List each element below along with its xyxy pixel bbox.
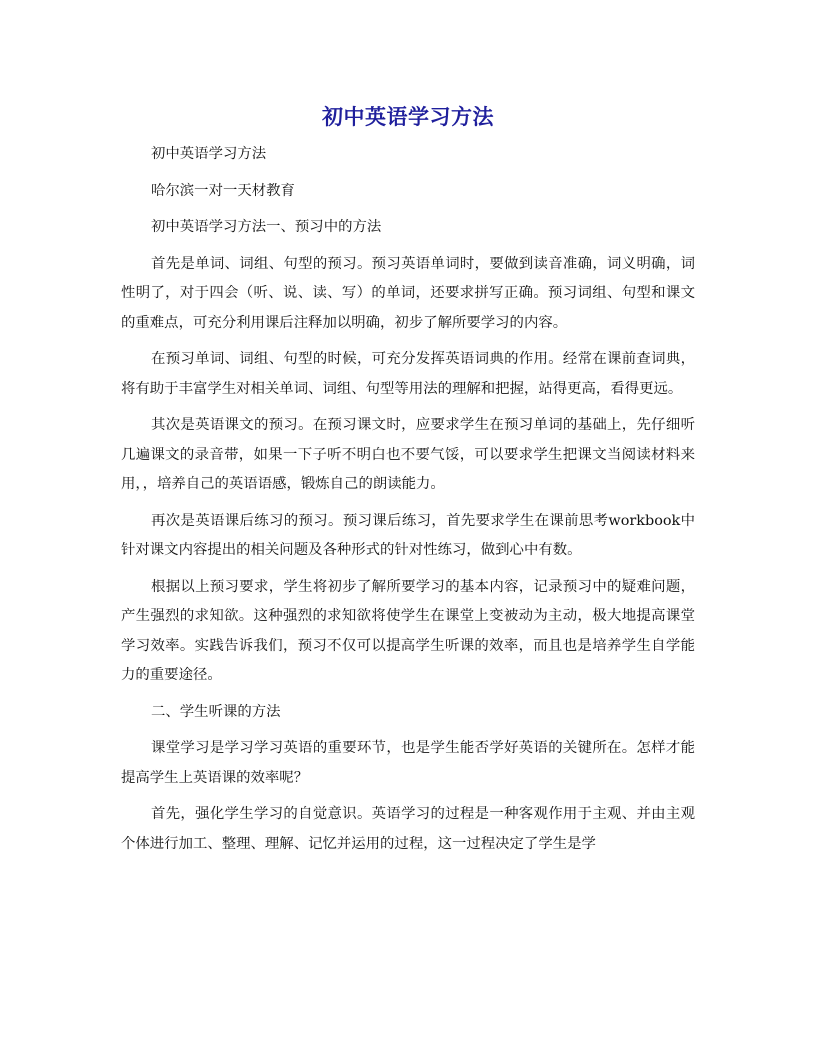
paragraph: 首先，强化学生学习的自觉意识。英语学习的过程是一种客观作用于主观、并由主观个体进行加工、整理、理解、记忆并运用的过程，这一过程决定了学生是学 bbox=[121, 806, 695, 852]
paragraph: 再次是英语课后练习的预习。预习课后练习，首先要求学生在课前思考workbook中针对课文内容提出的相关问题及各种形式的针对性练习，做到心中有数。 bbox=[121, 512, 695, 558]
document-body bbox=[121, 140, 695, 859]
section-heading: 初中英语学习方法一、预习中的方法 bbox=[151, 219, 382, 235]
paragraph: 其次是英语课文的预习。在预习课文时，应要求学生在预习单词的基础上，先仔细听几遍课文的录音带，如果一下子听不明白也不要气馁，可以要求学生把课文当阅读材料来用，，培养自己的英语语感，锻炼自己的朗读能力。 bbox=[121, 417, 695, 492]
section-heading: 二、学生听课的方法 bbox=[151, 703, 281, 720]
paragraph: 首先是单词、词组、句型的预习。预习英语单词时，要做到读音准确，词义明确，词性明了，对于四会（听、说、读、写）的单词，还要求拼写正确。预习词组、句型和课文的重难点，可充分利用课后注释加以明确，初步了解所要学习的内容。 bbox=[121, 255, 695, 331]
paragraph: 初中英语学习方法 bbox=[151, 146, 267, 162]
paragraph: 在预习单词、词组、句型的时候，可充分发挥英语词典的作用。经常在课前查词典，将有助于丰富学生对相关单词、词组、句型等用法的理解和把握，站得更高，看得更远。 bbox=[121, 351, 695, 397]
paragraph: 根据以上预习要求，学生将初步了解所要学习的基本内容，记录预习中的疑难问题，产生强烈的求知欲。这种强烈的求知欲将使学生在课堂上变被动为主动，极大地提高课堂学习效率。实践告诉我们，预习不仅可以提高学生听课的效率，而且也是培养学生自学能力的重要途径。 bbox=[121, 578, 695, 683]
paragraph: 哈尔滨一对一天材教育 bbox=[151, 182, 295, 199]
document-title: 初中英语学习方法 bbox=[322, 104, 494, 129]
paragraph: 课堂学习是学习学习英语的重要环节，也是学生能否学好英语的关键所在。怎样才能提高学生上英语课的效率呢？ bbox=[121, 740, 695, 786]
